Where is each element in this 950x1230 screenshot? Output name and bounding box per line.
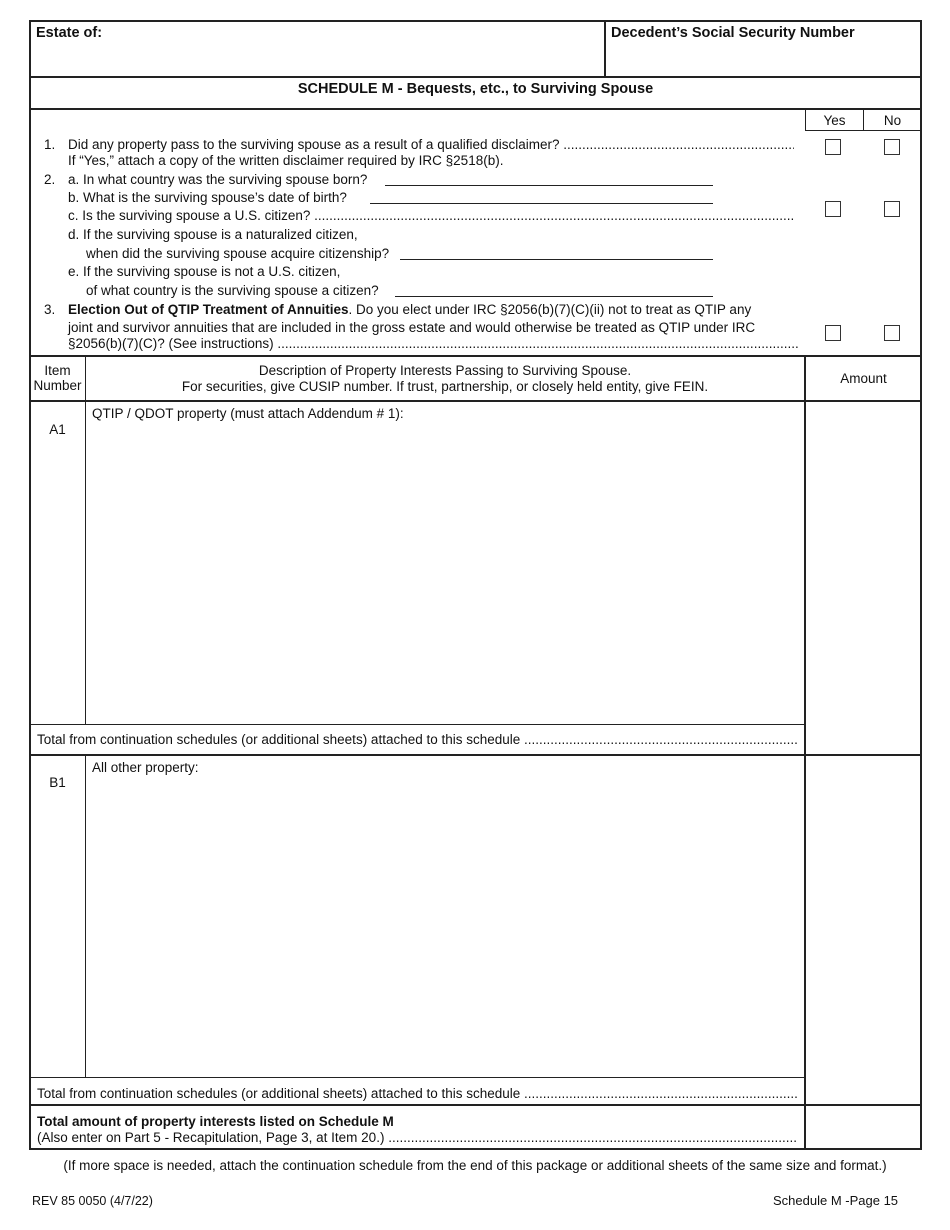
estate-name-field[interactable]	[36, 44, 596, 72]
description-col-header-line1: Description of Property Interests Passing to Surviving Spouse.	[258, 363, 632, 378]
grand-total-amount-field[interactable]	[808, 1108, 918, 1146]
section-a-total: Total from continuation schedules (or additional sheets) attached to this schedule .....	[37, 732, 798, 748]
q1-question: Did any property pass to the surviving spouse as a result of a qualified disclaimer? .....	[68, 137, 794, 153]
description-col-header-line2: For securities, give CUSIP number. If trust, partnership, or closely held entity, give FEIN.	[181, 379, 709, 394]
q2c-question: c. Is the surviving spouse a U.S. citizen? .....	[68, 208, 794, 224]
no-header: No	[883, 113, 902, 128]
q1-number: 1.	[44, 137, 56, 152]
q3-no-checkbox[interactable]	[884, 325, 900, 341]
item-col-header-line1: Item	[44, 363, 71, 378]
q2b-answer-line[interactable]	[370, 203, 713, 204]
q3-line1: Election Out of QTIP Treatment of Annuities. Do you elect under IRC §2056(b)(7)(C)(ii) not to treat as QTIP any	[68, 302, 752, 317]
title-bottom-rule	[29, 108, 922, 110]
q2b-question: b. What is the surviving spouse’s date of birth?	[68, 190, 347, 205]
q3-number: 3.	[44, 302, 56, 317]
grand-total-note: (Also enter on Part 5 - Recapitulation, Page 3, at Item 20.) .....	[37, 1130, 798, 1146]
item-col-header-line2: Number	[33, 378, 82, 393]
q1-yes-checkbox[interactable]	[825, 139, 841, 155]
section-b-total-rule	[29, 1077, 805, 1078]
estate-label: Estate of:	[36, 25, 103, 41]
item-col-header	[30, 363, 85, 393]
section-b-total: Total from continuation schedules (or additional sheets) attached to this schedule .....	[37, 1086, 798, 1102]
description-col-header	[86, 363, 804, 395]
q2-number: 2.	[44, 172, 56, 187]
q3-line2: joint and survivor annuities that are included in the gross estate and would otherwise be treated as QTIP under IRC	[68, 320, 756, 335]
revision-code: REV 85 0050 (4/7/22)	[32, 1194, 153, 1208]
continuation-note: (If more space is needed, attach the continuation schedule from the end of this package or additional sheets of the same size and format.)	[63, 1158, 887, 1173]
section-a-total-rule	[29, 724, 805, 725]
yes-header: Yes	[823, 113, 846, 128]
q2e-answer-line[interactable]	[395, 296, 713, 297]
schedule-title: SCHEDULE M - Bequests, etc., to Surviving Spouse	[297, 81, 654, 97]
q2c-yes-checkbox[interactable]	[825, 201, 841, 217]
header-divider	[604, 20, 606, 77]
item-col-divider-a	[85, 401, 86, 724]
section-a-bottom-rule	[29, 754, 922, 756]
q1-no-checkbox[interactable]	[884, 139, 900, 155]
section-b-bottom-rule	[29, 1104, 922, 1106]
q2d-question-cont: when did the surviving spouse acquire citizenship?	[86, 246, 390, 261]
q3-line3: §2056(b)(7)(C)? (See instructions) .....	[68, 336, 798, 352]
ssn-label: Decedent’s Social Security Number	[611, 25, 855, 41]
yes-no-bottom	[805, 130, 921, 131]
grand-total-label: Total amount of property interests listed on Schedule M	[37, 1114, 394, 1129]
table-header-bottom-rule	[29, 400, 922, 402]
q2d-answer-line[interactable]	[400, 259, 713, 260]
q3-title: Election Out of QTIP Treatment of Annuities	[68, 302, 349, 317]
q2d-question: d. If the surviving spouse is a naturalized citizen,	[68, 227, 358, 242]
q2a-answer-line[interactable]	[385, 185, 713, 186]
q3-yes-checkbox[interactable]	[825, 325, 841, 341]
item-a1: A1	[49, 422, 66, 437]
section-b-entry-area[interactable]	[90, 780, 800, 1073]
item-b1: B1	[49, 775, 66, 790]
amount-col-divider	[804, 356, 806, 1150]
ssn-field[interactable]	[611, 44, 911, 72]
table-top-rule	[29, 355, 922, 357]
section-b-description: All other property:	[92, 760, 199, 775]
q2e-question: e. If the surviving spouse is not a U.S. citizen,	[68, 264, 341, 279]
q2e-question-cont: of what country is the surviving spouse a citizen?	[86, 283, 379, 298]
section-b-amount-field[interactable]	[808, 758, 918, 1102]
header-bottom-rule	[29, 76, 922, 78]
item-col-divider-b	[85, 756, 86, 1077]
section-a-amount-field[interactable]	[808, 404, 918, 750]
q1-note: If “Yes,” attach a copy of the written disclaimer required by IRC §2518(b).	[68, 153, 504, 168]
q2c-no-checkbox[interactable]	[884, 201, 900, 217]
section-a-description: QTIP / QDOT property (must attach Addendum # 1):	[92, 406, 404, 421]
section-a-entry-area[interactable]	[90, 426, 800, 720]
q2a-question: a. In what country was the surviving spouse born?	[68, 172, 368, 187]
page-number: Schedule M -Page 15	[773, 1193, 899, 1208]
amount-col-header: Amount	[840, 371, 887, 386]
